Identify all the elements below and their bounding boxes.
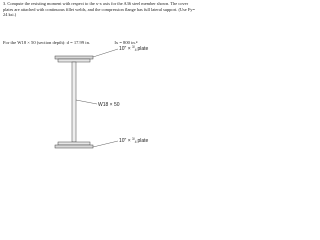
bottom-plate-leader — [93, 141, 118, 147]
given-section: For the W18 × 50 — [3, 40, 36, 45]
top-cover-plate — [55, 56, 93, 59]
beam-web — [72, 62, 76, 142]
web-leader — [76, 100, 97, 104]
problem-number: 3. — [3, 1, 7, 6]
web-label: W18 × 50 — [98, 102, 120, 108]
top-flange — [58, 59, 90, 62]
section-figure — [0, 0, 200, 157]
given-inertia: Ix = 800 in.⁴ — [114, 40, 138, 45]
top-plate-leader — [93, 49, 118, 57]
given-depth: (section depth): d = 17.99 in. — [36, 40, 91, 45]
problem-text: Compute the resisting moment with respect to the x-x axis for the A36 steel member shown. The cover plates are attached with continuous fillet welds, and the compression flange has full lateral support. (Use Fy= 24 ksi.) — [3, 1, 195, 18]
bottom-plate-label: 10" × $^3/_4plate$ — [119, 137, 149, 144]
bottom-cover-plate — [55, 145, 93, 148]
bottom-flange — [58, 142, 90, 145]
top-plate-label: 10" × $^3/_4plate$ — [119, 45, 149, 52]
